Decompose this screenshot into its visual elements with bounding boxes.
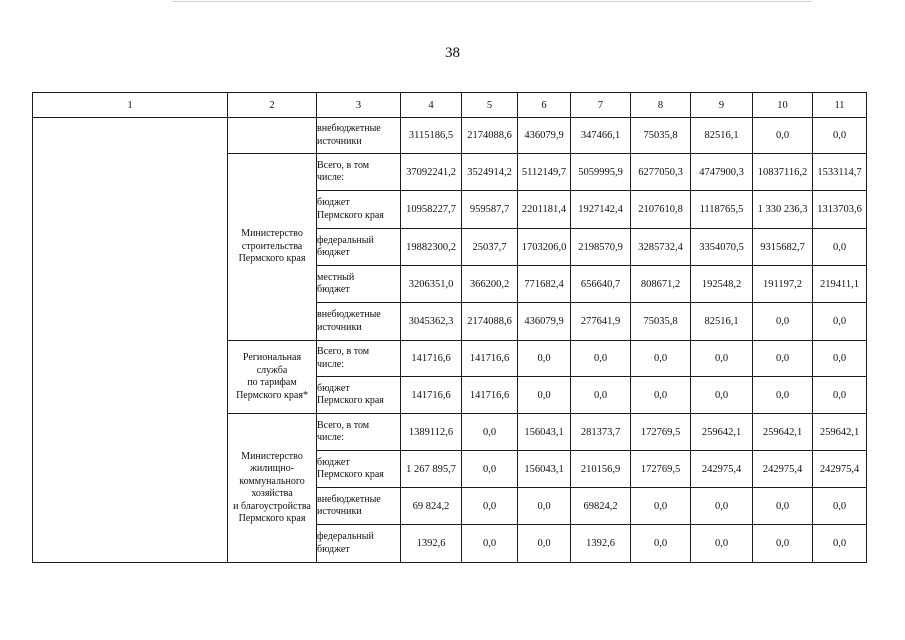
header-row bbox=[33, 93, 867, 118]
source-cell: бюджет Пермского края bbox=[317, 191, 401, 229]
table-header bbox=[33, 93, 867, 118]
table-header-cell: 8 bbox=[631, 93, 691, 118]
value-cell: 0,0 bbox=[813, 303, 867, 341]
value-cell: 2174088,6 bbox=[462, 118, 518, 154]
value-cell: 0,0 bbox=[462, 414, 518, 451]
value-cell: 3524914,2 bbox=[462, 154, 518, 191]
value-cell: 281373,7 bbox=[571, 414, 631, 451]
organization-cell bbox=[228, 118, 317, 154]
source-cell: внебюджетные источники bbox=[317, 488, 401, 525]
value-cell: 0,0 bbox=[571, 377, 631, 414]
value-cell: 5112149,7 bbox=[518, 154, 571, 191]
value-cell: 771682,4 bbox=[518, 266, 571, 303]
value-cell: 19882300,2 bbox=[401, 229, 462, 266]
value-cell: 0,0 bbox=[691, 488, 753, 525]
value-cell: 191197,2 bbox=[753, 266, 813, 303]
value-cell: 366200,2 bbox=[462, 266, 518, 303]
value-cell: 141716,6 bbox=[401, 377, 462, 414]
value-cell: 0,0 bbox=[813, 341, 867, 377]
value-cell: 3045362,3 bbox=[401, 303, 462, 341]
value-cell: 141716,6 bbox=[462, 341, 518, 377]
value-cell: 156043,1 bbox=[518, 414, 571, 451]
table-header-cell: 10 bbox=[753, 93, 813, 118]
value-cell: 3206351,0 bbox=[401, 266, 462, 303]
value-cell: 6277050,3 bbox=[631, 154, 691, 191]
value-cell: 0,0 bbox=[691, 341, 753, 377]
source-cell: бюджет Пермского края bbox=[317, 451, 401, 488]
source-cell: федеральный бюджет bbox=[317, 525, 401, 563]
value-cell: 242975,4 bbox=[813, 451, 867, 488]
value-cell: 0,0 bbox=[813, 488, 867, 525]
source-cell: Всего, в том числе: bbox=[317, 341, 401, 377]
value-cell: 0,0 bbox=[753, 525, 813, 563]
value-cell: 0,0 bbox=[462, 451, 518, 488]
value-cell: 2201181,4 bbox=[518, 191, 571, 229]
value-cell: 10837116,2 bbox=[753, 154, 813, 191]
source-cell: Всего, в том числе: bbox=[317, 154, 401, 191]
table-header-cell: 5 bbox=[462, 93, 518, 118]
value-cell: 0,0 bbox=[518, 377, 571, 414]
value-cell: 1389112,6 bbox=[401, 414, 462, 451]
value-cell: 141716,6 bbox=[401, 341, 462, 377]
value-cell: 959587,7 bbox=[462, 191, 518, 229]
source-cell: внебюджетные источники bbox=[317, 303, 401, 341]
scan-artifact-line bbox=[172, 1, 812, 2]
source-cell: федеральный бюджет bbox=[317, 229, 401, 266]
value-cell: 259642,1 bbox=[813, 414, 867, 451]
value-cell: 656640,7 bbox=[571, 266, 631, 303]
table-header-cell: 11 bbox=[813, 93, 867, 118]
value-cell: 0,0 bbox=[631, 525, 691, 563]
value-cell: 9315682,7 bbox=[753, 229, 813, 266]
value-cell: 0,0 bbox=[571, 341, 631, 377]
value-cell: 172769,5 bbox=[631, 414, 691, 451]
value-cell: 436079,9 bbox=[518, 303, 571, 341]
value-cell: 259642,1 bbox=[691, 414, 753, 451]
value-cell: 242975,4 bbox=[691, 451, 753, 488]
value-cell: 0,0 bbox=[753, 303, 813, 341]
value-cell: 0,0 bbox=[753, 488, 813, 525]
table-header-cell: 1 bbox=[33, 93, 228, 118]
value-cell: 69824,2 bbox=[571, 488, 631, 525]
value-cell: 156043,1 bbox=[518, 451, 571, 488]
value-cell: 1703206,0 bbox=[518, 229, 571, 266]
value-cell: 0,0 bbox=[813, 229, 867, 266]
table-header-cell: 3 bbox=[317, 93, 401, 118]
value-cell: 1927142,4 bbox=[571, 191, 631, 229]
value-cell: 25037,7 bbox=[462, 229, 518, 266]
value-cell: 259642,1 bbox=[753, 414, 813, 451]
organization-cell: Министерство строительства Пермского края bbox=[228, 154, 317, 341]
value-cell: 219411,1 bbox=[813, 266, 867, 303]
value-cell: 1392,6 bbox=[571, 525, 631, 563]
value-cell: 0,0 bbox=[462, 525, 518, 563]
value-cell: 82516,1 bbox=[691, 303, 753, 341]
value-cell: 2198570,9 bbox=[571, 229, 631, 266]
value-cell: 0,0 bbox=[631, 488, 691, 525]
value-cell: 0,0 bbox=[518, 488, 571, 525]
value-cell: 3115186,5 bbox=[401, 118, 462, 154]
value-cell: 277641,9 bbox=[571, 303, 631, 341]
value-cell: 0,0 bbox=[462, 488, 518, 525]
value-cell: 0,0 bbox=[753, 118, 813, 154]
value-cell: 1392,6 bbox=[401, 525, 462, 563]
value-cell: 2107610,8 bbox=[631, 191, 691, 229]
value-cell: 1 267 895,7 bbox=[401, 451, 462, 488]
organization-cell: Региональная служба по тарифам Пермского края* bbox=[228, 341, 317, 414]
value-cell: 0,0 bbox=[631, 341, 691, 377]
value-cell: 210156,9 bbox=[571, 451, 631, 488]
budget-table bbox=[32, 92, 867, 563]
value-cell: 347466,1 bbox=[571, 118, 631, 154]
value-cell: 4747900,3 bbox=[691, 154, 753, 191]
value-cell: 1118765,5 bbox=[691, 191, 753, 229]
value-cell: 37092241,2 bbox=[401, 154, 462, 191]
value-cell: 0,0 bbox=[518, 525, 571, 563]
value-cell: 10958227,7 bbox=[401, 191, 462, 229]
table-header-cell: 4 bbox=[401, 93, 462, 118]
value-cell: 1 330 236,3 bbox=[753, 191, 813, 229]
value-cell: 0,0 bbox=[813, 118, 867, 154]
value-cell: 2174088,6 bbox=[462, 303, 518, 341]
budget-table-body bbox=[33, 118, 867, 563]
source-cell: местный бюджет bbox=[317, 266, 401, 303]
table-header-cell: 2 bbox=[228, 93, 317, 118]
value-cell: 436079,9 bbox=[518, 118, 571, 154]
value-cell: 5059995,9 bbox=[571, 154, 631, 191]
value-cell: 75035,8 bbox=[631, 303, 691, 341]
value-cell: 82516,1 bbox=[691, 118, 753, 154]
value-cell: 0,0 bbox=[753, 377, 813, 414]
table-header-cell: 6 bbox=[518, 93, 571, 118]
column-1-cell bbox=[33, 118, 228, 563]
table-header-cell: 7 bbox=[571, 93, 631, 118]
value-cell: 0,0 bbox=[631, 377, 691, 414]
source-cell: Всего, в том числе: bbox=[317, 414, 401, 451]
value-cell: 192548,2 bbox=[691, 266, 753, 303]
value-cell: 0,0 bbox=[813, 377, 867, 414]
value-cell: 3285732,4 bbox=[631, 229, 691, 266]
value-cell: 172769,5 bbox=[631, 451, 691, 488]
value-cell: 1313703,6 bbox=[813, 191, 867, 229]
value-cell: 0,0 bbox=[753, 341, 813, 377]
value-cell: 242975,4 bbox=[753, 451, 813, 488]
source-cell: внебюджетные источники bbox=[317, 118, 401, 154]
organization-cell: Министерство жилищно- коммунального хозяйства и благоустройства Пермского края bbox=[228, 414, 317, 563]
value-cell: 808671,2 bbox=[631, 266, 691, 303]
value-cell: 3354070,5 bbox=[691, 229, 753, 266]
value-cell: 0,0 bbox=[691, 377, 753, 414]
value-cell: 1533114,7 bbox=[813, 154, 867, 191]
source-cell: бюджет Пермского края bbox=[317, 377, 401, 414]
value-cell: 0,0 bbox=[813, 525, 867, 563]
value-cell: 0,0 bbox=[518, 341, 571, 377]
table-header-cell: 9 bbox=[691, 93, 753, 118]
value-cell: 69 824,2 bbox=[401, 488, 462, 525]
value-cell: 141716,6 bbox=[462, 377, 518, 414]
page-number: 38 bbox=[445, 45, 460, 61]
value-cell: 75035,8 bbox=[631, 118, 691, 154]
table-row bbox=[33, 118, 867, 154]
value-cell: 0,0 bbox=[691, 525, 753, 563]
